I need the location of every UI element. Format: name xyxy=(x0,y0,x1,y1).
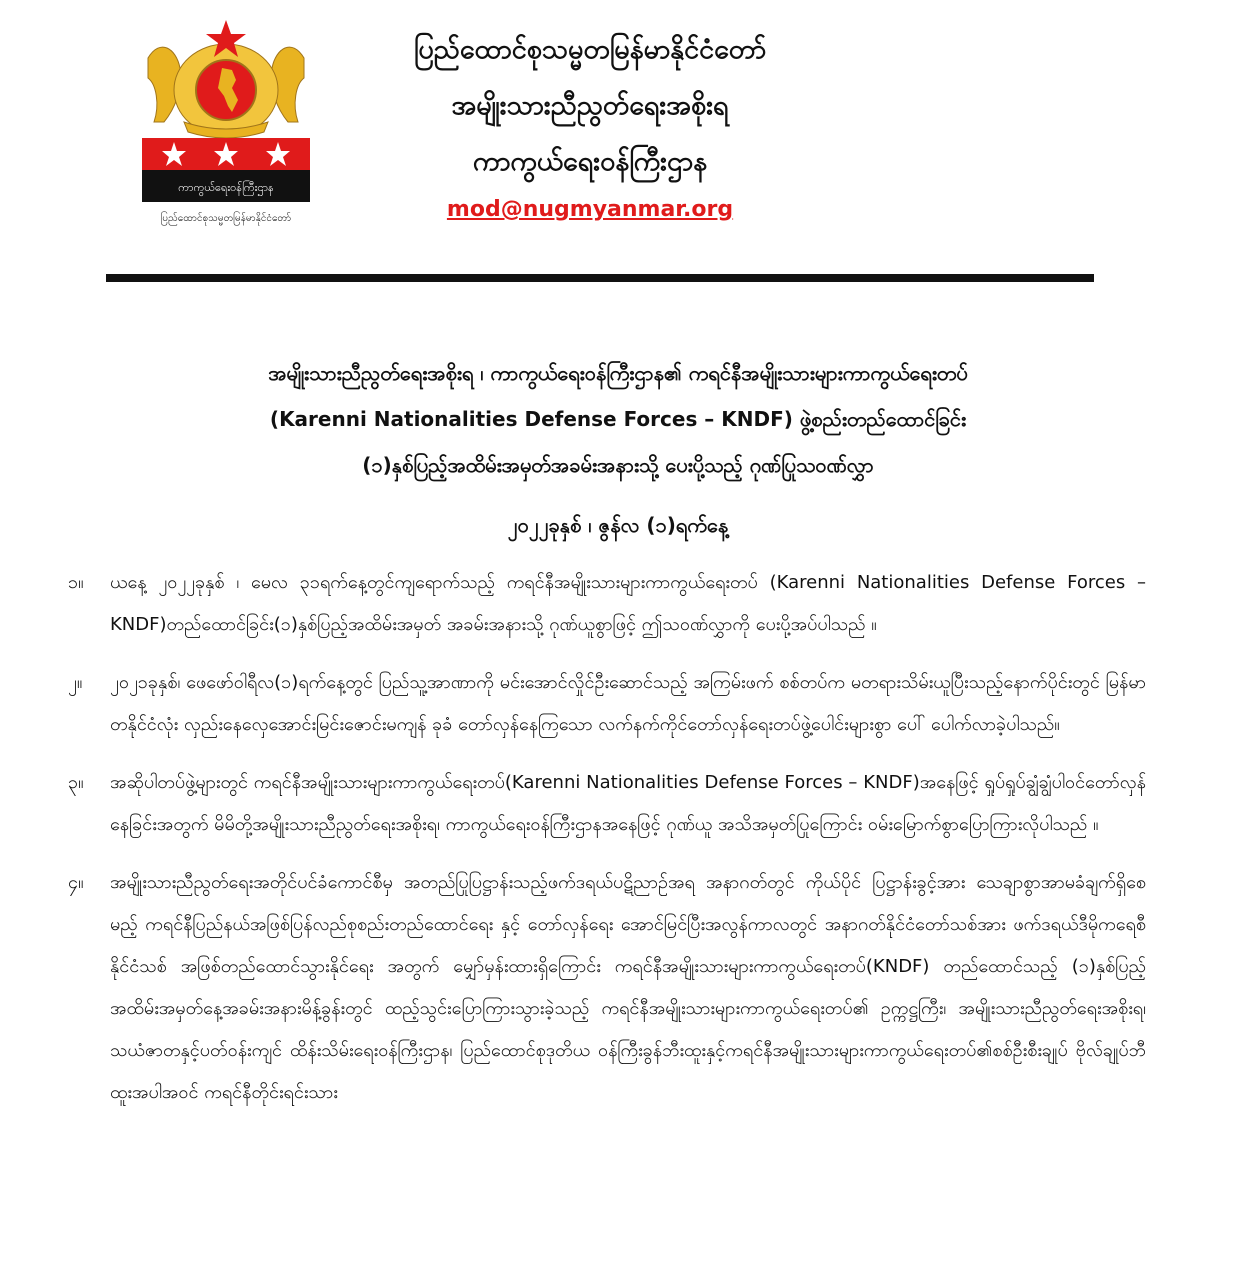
state-emblem-icon xyxy=(140,18,312,230)
statement-date: ၂၀၂၂ခုနှစ် ၊ ဇွန်လ (၁)ရက်နေ့ xyxy=(507,513,729,537)
paragraph-3 xyxy=(68,762,1146,846)
emblem-banner-text: ကာကွယ်ရေးဝန်ကြီးဌာန xyxy=(178,181,274,194)
header-country-name: ပြည်ထောင်စုသမ္မတမြန်မာနိုင်ငံတော် xyxy=(413,34,767,65)
paragraph-number: ၄။ xyxy=(68,872,84,893)
state-emblem xyxy=(140,18,312,230)
title-line-2: (Karenni Nationalities Defense Forces – KNDF) ဖွဲ့စည်းတည်ထောင်ခြင်း xyxy=(269,407,967,431)
paragraph-text: ယနေ့ ၂၀၂၂ခုနှစ် ၊ မေလ ၃၁ရက်နေ့တွင်ကျရောက်သည့် ကရင်နီအမျိုးသားများကာကွယ်ရေးတပ် (Karenni Nationalities Defense Forces – KNDF)တည်ထောင်ခြင်း(၁)နှစ်ပြည့်အထိမ်းအမှတ် အခမ်းအနားသို့ ဂုဏ်ယူစွာဖြင့် ဤသဝဏ်လွှာကို ပေးပို့အပ်ပါသည် ။ xyxy=(110,572,1146,635)
paragraph-number: ၂။ xyxy=(68,672,83,693)
paragraph-2 xyxy=(68,662,1146,746)
header-divider xyxy=(106,274,1094,282)
paragraph-number: ၁။ xyxy=(68,572,84,593)
emblem-caption: ပြည်ထောင်စုသမ္မတမြန်မာနိုင်ငံတော် xyxy=(160,213,292,224)
paragraph-4 xyxy=(68,862,1146,1114)
paragraph-text: အဆိုပါတပ်ဖွဲ့များတွင် ကရင်နီအမျိုးသားများကာကွယ်ရေးတပ်(Karenni Nationalities Defense Forces – KNDF)အနေဖြင့် ရှုပ်ရှုပ်ချွံချွံပါဝင်တော်လှန်နေခြင်းအတွက် မိမိတို့အမျိုးသားညီညွတ်ရေးအစိုးရ၊ ကာကွယ်ရေးဝန်ကြီးဌာနအနေဖြင့် ဂုဏ်ယူ အသိအမှတ်ပြုကြောင်း ဝမ်းမြောက်စွာပြောကြားလိုပါသည် ။ xyxy=(110,772,1146,835)
paragraph-number: ၃။ xyxy=(68,772,84,793)
paragraph-text: ၂၀၂၁ခုနှစ်၊ ဖေဖော်ဝါရီလ(၁)ရက်နေ့တွင် ပြည်သူ့အာဏာကို မင်းအောင်လှိုင်ဦးဆောင်သည့် အကြမ်းဖက် စစ်တပ်က မတရားသိမ်းယူပြီးသည့်နောက်ပိုင်းတွင် မြန်မာတနိုင်ငံလုံး လှည်းနေလှေအောင်းမြင်းဇောင်းမကျန် ခုခံ တော်လှန်နေကြသော လက်နက်ကိုင်တော်လှန်ရေးတပ်ဖွဲ့ပေါင်းများစွာ ပေါ် ပေါက်လာခဲ့ပါသည်။ xyxy=(110,672,1146,735)
paragraph-text: အမျိုးသားညီညွတ်ရေးအတိုင်ပင်ခံကောင်စီမှ အတည်ပြုပြဋ္ဌာန်းသည့်ဖက်ဒရယ်ပဋိညာဉ်အရ အနာဂတ်တွင် ကိုယ်ပိုင် ပြဋ္ဌာန်းခွင့်အား သေချာစွာအာမခံချက်ရှိစေမည့် ကရင်နီပြည်နယ်အဖြစ်ပြန်လည်စုစည်းတည်ထောင်ရေး နှင့် တော်လှန်ရေး အောင်မြင်ပြီးအလွန်ကာလတွင် အနာဂတ်နိုင်ငံတော်သစ်အား ဖက်ဒရယ်ဒီမိုကရေစီနိုင်ငံသစ် အဖြစ်တည်ထောင်သွားနိုင်ရေး အတွက် မျှော်မှန်းထားရှိကြောင်း ကရင်နီအမျိုးသားများကာကွယ်ရေးတပ်(KNDF) တည်ထောင်သည့် (၁)နှစ်ပြည့် အထိမ်းအမှတ်နေ့အခမ်းအနားမိန့်ခွန်းတွင် ထည့်သွင်းပြောကြားသွားခဲ့သည့် ကရင်နီအမျိုးသားများကာကွယ်ရေးတပ်၏ ဥက္ကဋ္ဌကြီး၊ အမျိုးသားညီညွတ်ရေးအစိုးရ၊ သယံဇာတနှင့်ပတ်ဝန်းကျင် ထိန်းသိမ်းရေးဝန်ကြီးဌာန၊ ပြည်ထောင်စုဒုတိယ ဝန်ကြီးခွန်ဘီးထူးနှင့်ကရင်နီအမျိုးသားများကာကွယ်ရေးတပ်၏စစ်ဦးစီးချုပ် ဗိုလ်ချုပ်ဘီထူးအပါအဝင် ကရင်နီတိုင်းရင်းသား xyxy=(110,872,1146,1103)
statement-title xyxy=(90,350,1146,548)
statement-body xyxy=(68,562,1146,1130)
title-line-3: (၁)နှစ်ပြည့်အထိမ်းအမှတ်အခမ်းအနားသို့ ပေးပို့သည့် ဂုဏ်ပြုသဝဏ်လွှာ xyxy=(362,453,874,477)
masthead xyxy=(330,22,850,230)
paragraph-1 xyxy=(68,562,1146,646)
header-ministry-name: ကာကွယ်ရေးဝန်ကြီးဌာန xyxy=(472,146,708,177)
header-email-link[interactable]: mod@nugmyanmar.org xyxy=(446,197,734,222)
title-line-1: အမျိုးသားညီညွတ်ရေးအစိုးရ ၊ ကာကွယ်ရေးဝန်ကြီးဌာန၏ ကရင်နီအမျိုးသားများကာကွယ်ရေးတပ် xyxy=(268,361,968,385)
header-government-name: အမျိုးသားညီညွတ်ရေးအစိုးရ xyxy=(451,90,729,121)
